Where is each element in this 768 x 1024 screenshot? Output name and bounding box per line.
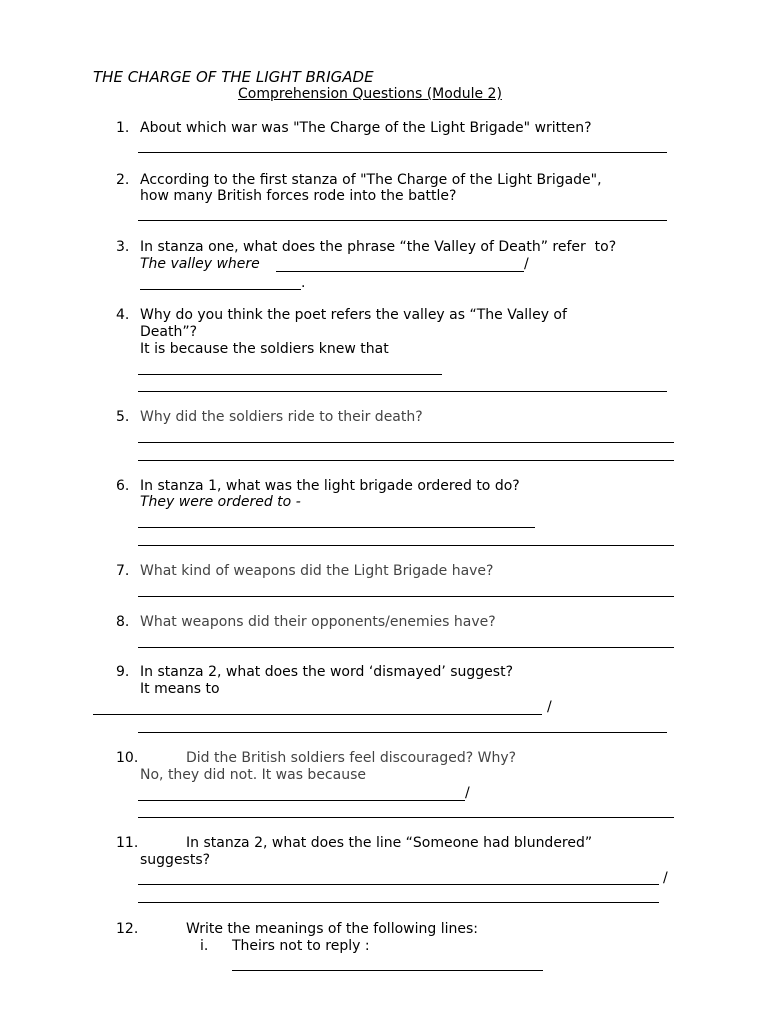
answer-line[interactable] [138, 902, 659, 903]
question-7-text: What kind of weapons did the Light Brigade have? [140, 563, 494, 579]
question-11-text-line2: suggests? [140, 852, 211, 868]
question-6-text: In stanza 1, what was the light brigade ordered to do? [140, 478, 520, 494]
answer-line[interactable] [138, 647, 674, 648]
answer-line[interactable] [138, 152, 667, 153]
question-number-3: 3. [116, 239, 130, 255]
question-4-text-line2: Death”? [140, 324, 198, 340]
question-number-9: 9. [116, 664, 130, 680]
answer-line[interactable] [276, 271, 524, 272]
question-11-text: In stanza 2, what does the line “Someone had blundered” [186, 835, 593, 851]
question-1-text: About which war was "The Charge of the Light Brigade" written? [140, 120, 592, 136]
question-number-10: 10. [116, 750, 139, 766]
question-number-1: 1. [116, 120, 130, 136]
answer-line[interactable] [138, 884, 659, 885]
question-number-11: 11. [116, 835, 139, 851]
question-number-5: 5. [116, 409, 130, 425]
question-number-6: 6. [116, 478, 130, 494]
question-number-8: 8. [116, 614, 130, 630]
answer-prompt: No, they did not. It was because [140, 767, 366, 783]
answer-line[interactable] [232, 970, 543, 971]
answer-line[interactable] [140, 289, 301, 290]
answer-line[interactable] [138, 817, 674, 818]
question-2-text-line2: how many British forces rode into the battle? [140, 188, 457, 204]
end-period: . [301, 275, 306, 291]
question-4-text: Why do you think the poet refers the valley as “The Valley of [140, 307, 567, 323]
answer-prompt: It means to [140, 681, 220, 697]
separator-slash: / [524, 256, 529, 272]
question-12-text: Write the meanings of the following lines: [186, 921, 478, 937]
answer-line[interactable] [138, 374, 442, 375]
answer-line[interactable] [138, 596, 674, 597]
question-8-text: What weapons did their opponents/enemies have? [140, 614, 496, 630]
answer-line[interactable] [138, 545, 674, 546]
question-5-text: Why did the soldiers ride to their death? [140, 409, 423, 425]
separator-slash: / [465, 785, 470, 801]
answer-line[interactable] [138, 800, 465, 801]
answer-line[interactable] [93, 714, 542, 715]
question-2-text: According to the first stanza of "The Charge of the Light Brigade", [140, 172, 602, 188]
answer-line[interactable] [138, 391, 667, 392]
sub-item-number: i. [200, 938, 209, 954]
question-number-7: 7. [116, 563, 130, 579]
answer-prompt: The valley where [140, 256, 260, 272]
question-number-4: 4. [116, 307, 130, 323]
question-number-2: 2. [116, 172, 130, 188]
answer-line[interactable] [138, 460, 674, 461]
answer-prompt: They were ordered to - [140, 494, 301, 510]
worksheet-title: THE CHARGE OF THE LIGHT BRIGADE [93, 68, 374, 86]
separator-slash: / [663, 870, 668, 886]
question-9-text: In stanza 2, what does the word ‘dismayed’ suggest? [140, 664, 514, 680]
answer-line[interactable] [138, 527, 535, 528]
answer-line[interactable] [138, 442, 674, 443]
answer-prompt: It is because the soldiers knew that [140, 341, 389, 357]
question-3-text: In stanza one, what does the phrase “the Valley of Death” refer to? [140, 239, 617, 255]
question-number-12: 12. [116, 921, 139, 937]
answer-line[interactable] [138, 220, 667, 221]
worksheet-subtitle: Comprehension Questions (Module 2) [238, 86, 502, 102]
answer-line[interactable] [138, 732, 667, 733]
question-10-text: Did the British soldiers feel discouraged? Why? [186, 750, 517, 766]
separator-slash: / [547, 699, 552, 715]
sub-item-text: Theirs not to reply : [232, 938, 370, 954]
